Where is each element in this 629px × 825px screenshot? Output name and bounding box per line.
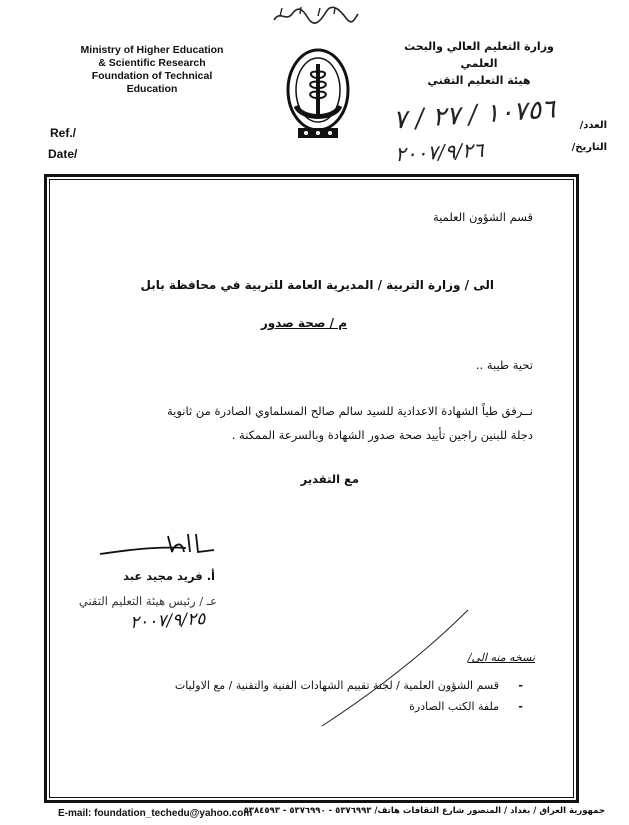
copy-bullet-1: -: [518, 679, 523, 692]
subject-line: م / صحة صدور: [260, 316, 347, 330]
signature-date: ٢٠٠٧/٩/٢٥: [129, 609, 206, 633]
handwritten-reference-number: ١٠٧٥٦ / ٢٧ / ٧: [392, 94, 557, 136]
body-line-1: نــرفق طياً الشهادة الاعدادية للسيد سالم صالح المسلماوي الصادرة من ثانوية: [167, 404, 533, 418]
basmala-calligraphy: [270, 4, 360, 26]
copy-bullet-2: -: [518, 700, 523, 713]
body-line-2: دجلة للبنين راجين تأييد صحة صدور الشهادة وبالسرعة الممكنة .: [231, 428, 533, 442]
arabic-letterhead: [384, 38, 574, 89]
ar-foundation-line: هيئة التعليم التقني: [427, 74, 531, 87]
signatory-title: عـ / رئيس هيئة التعليم التقني: [78, 594, 217, 608]
greeting-line: تحية طيبة ..: [475, 358, 533, 372]
en-foundation-line: Foundation of Technical Education: [91, 70, 213, 95]
copies-heading: نسخه منه الى/: [467, 651, 535, 664]
english-letterhead: [72, 44, 232, 96]
en-ministry-line: Ministry of Higher Education: [80, 44, 224, 56]
foundation-logo-icon: [282, 46, 354, 142]
ar-number-label: العدد/: [579, 120, 607, 131]
recipient-line: الى / وزارة التربية / المديرية العامة للتربية في محافظة بابل: [140, 278, 494, 292]
ar-ministry-line: وزارة التعليم العالي والبحث العلمي: [404, 40, 554, 70]
footer-address: جمهورية العراق / بغداد / المنصور شارع الثقافات هاتف/ ٥٣٧٦٩٩٣ - ٥٣٧٦٩٩٠ - ٥٣٨٤٥٩٣: [243, 806, 605, 816]
ar-date-label: التاريخ/: [571, 142, 607, 153]
department-line: قسم الشؤون العلمية: [433, 210, 533, 224]
en-research-line: & Scientific Research: [98, 57, 206, 69]
copy-item-2: ملفة الكتب الصادرة: [409, 700, 499, 713]
footer-email: E-mail: foundation_techedu@yahoo.com: [58, 808, 253, 819]
date-label: Date/: [48, 147, 78, 161]
handwritten-letter-date: ٢٠٠٧/٩/٢٦: [394, 137, 485, 167]
handwritten-signature-icon: [98, 530, 218, 570]
ref-label: Ref./: [50, 126, 77, 140]
closing-line: مع التقدير: [300, 472, 359, 486]
copy-item-1: قسم الشؤون العلمية / لجنة تقييم الشهادات الفنية والتقنية / مع الاوليات: [174, 679, 499, 692]
signatory-name: أ. فريد مجيد عبد: [123, 569, 215, 583]
